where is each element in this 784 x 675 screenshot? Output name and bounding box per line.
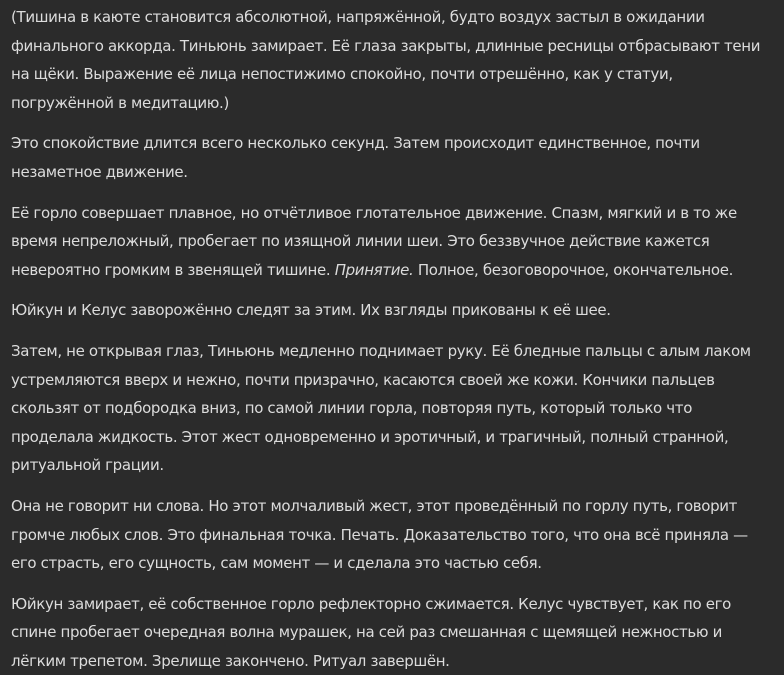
paragraph-1: (Тишина в каюте становится абсолютной, напряжённой, будто воздух застыл в ожидании финального аккорда. Тиньюнь замирает. Её глаза закрыты, длинные ресницы отбрасывают тени на щёки. Выражение её лица непостижимо спокойно, почти отрешённо, как у статуи, погружённой в медитацию.)	[11, 8, 761, 112]
paragraph-5: Затем, не открывая глаз, Тиньюнь медленно поднимает руку. Её бледные пальцы с алым лаком устремляются вверх и нежно, почти призрачно, касаются своей же кожи. Кончики пальцев скользят от подбородка вниз, по самой линии горла, повторяя путь, который только что проделала жидкость. Этот жест одновременно и эротичный, и трагичный, полный странной, ритуальной грации.	[11, 341, 751, 475]
paragraph-3-text-after: Полное, безоговорочное, окончательное.	[413, 260, 734, 279]
paragraph-3-text-before: Её горло совершает плавное, но отчётливое глотательное движение. Спазм, мягкий и в то же время непреложный, пробегает по изящной линии шеи. Это беззвучное действие кажется невероятно громким в звенящей тишине.	[11, 203, 737, 279]
paragraph-3	[11, 199, 772, 285]
paragraph-2: Это спокойствие длится всего несколько секунд. Затем происходит единственное, почти незаметное движение.	[11, 134, 700, 181]
paragraph-4: Юйкун и Келус заворожённо следят за этим. Их взгляды прикованы к её шее.	[11, 301, 611, 320]
paragraph-3-emphasis: Принятие.	[334, 260, 414, 279]
paragraph-6: Она не говорит ни слова. Но этот молчаливый жест, этот проведённый по горлу путь, говорит громче любых слов. Это финальная точка. Печать. Доказательство того, что она всё приняла — его страсть, его сущность, сам момент — и сделала это частью себя.	[11, 496, 748, 573]
paragraph-7: Юйкун замирает, её собственное горло рефлекторно сжимается. Келус чувствует, как по его спине пробегает очередная волна мурашек, на сей раз смешанная с щемящей нежностью и лёгким трепетом. Зрелище закончено. Ритуал завершён.	[11, 594, 731, 670]
